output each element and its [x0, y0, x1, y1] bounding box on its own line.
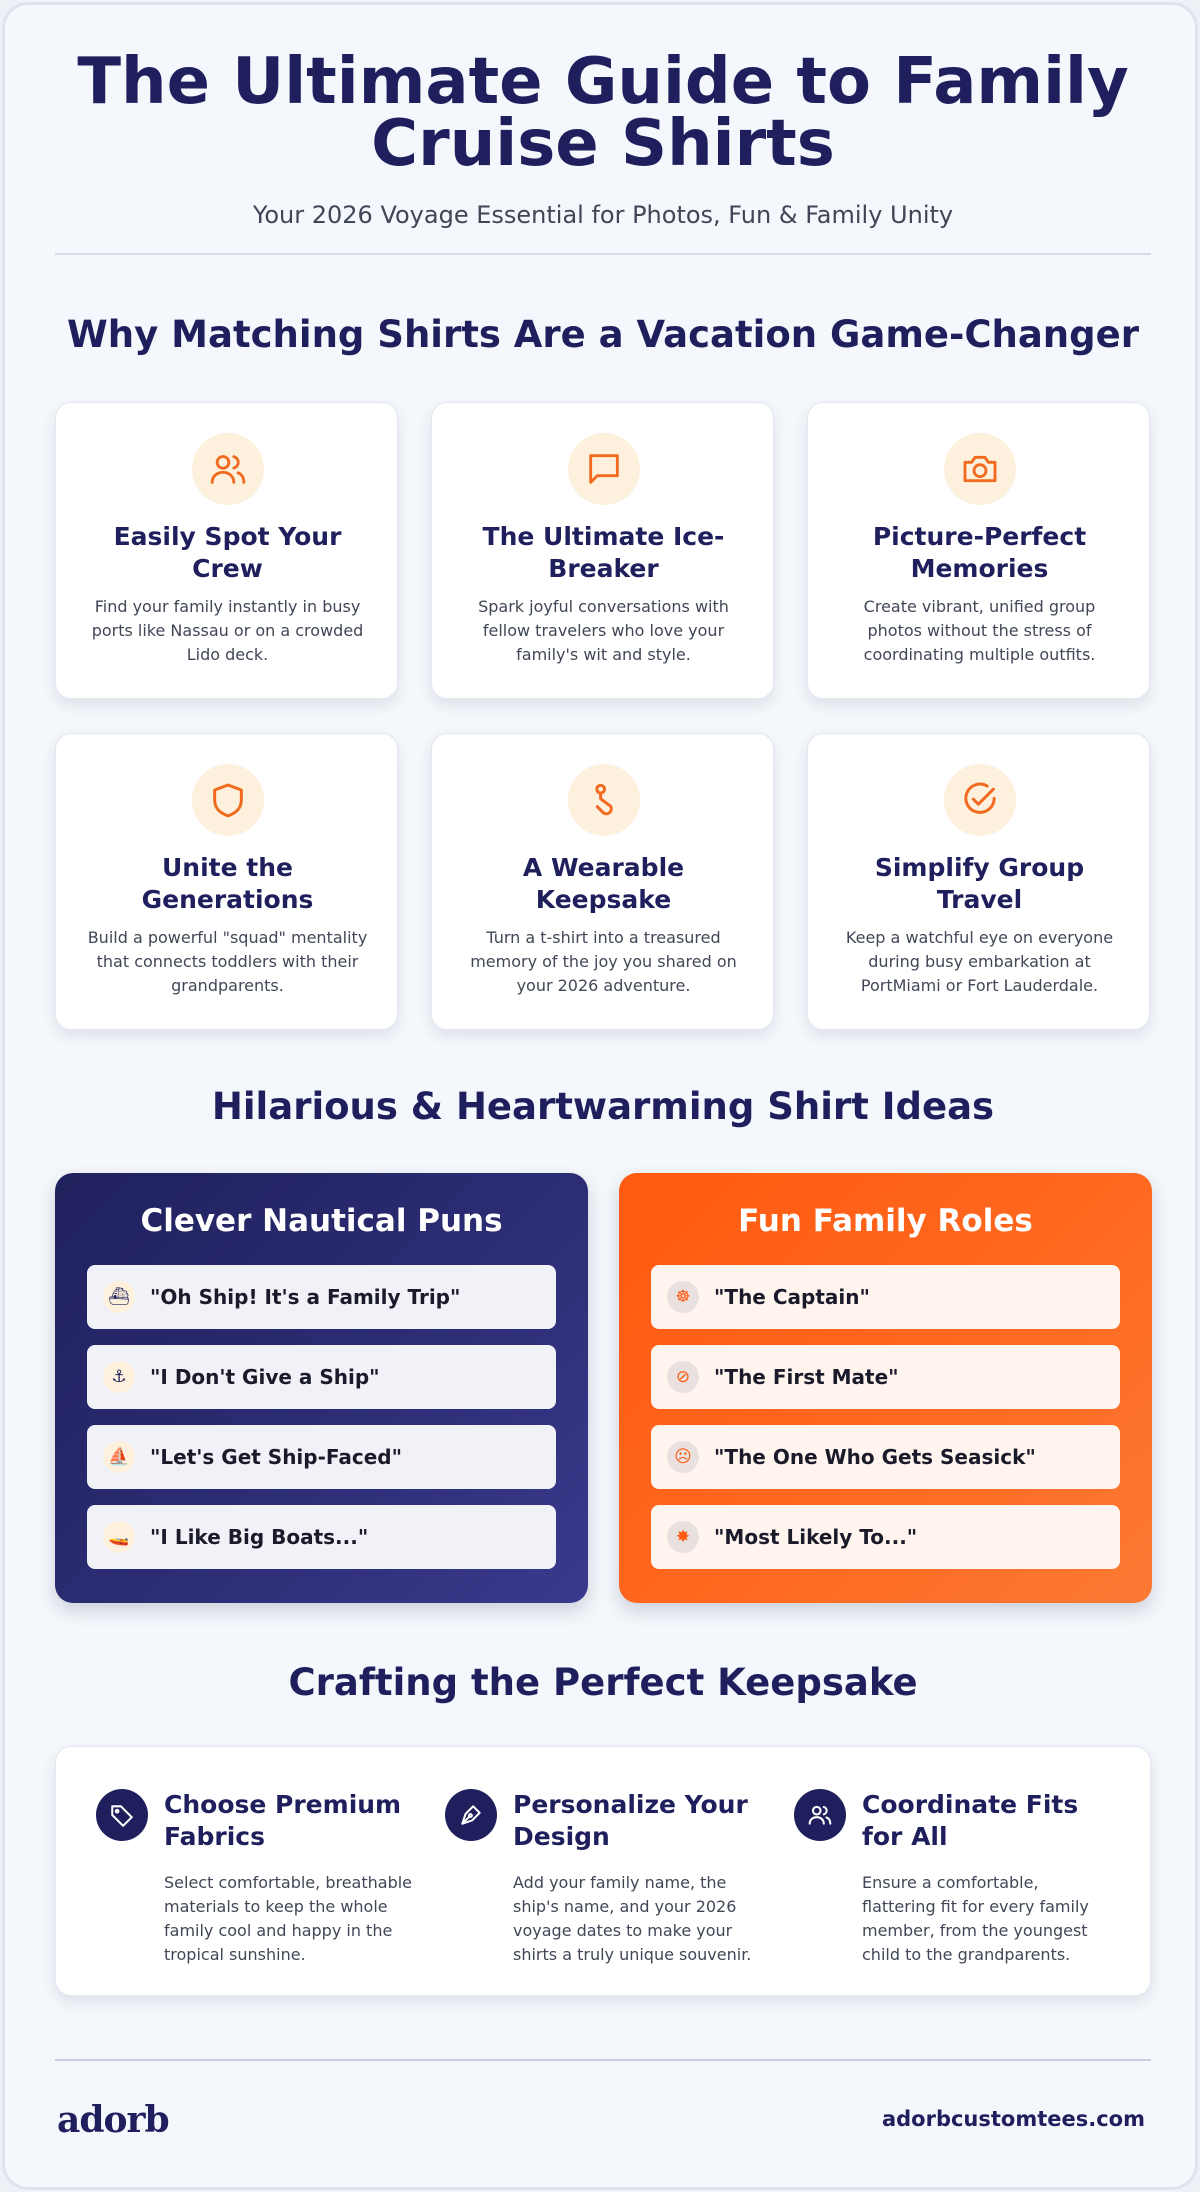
boat-icon: 🚤	[103, 1521, 135, 1553]
benefit-card	[431, 402, 774, 699]
benefit-title: Picture-Perfect Memories	[872, 522, 1087, 583]
footer-divider	[55, 2059, 1151, 2061]
pun-item	[87, 1265, 556, 1329]
puns-panel-title: Clever Nautical Puns	[140, 1203, 503, 1239]
tag-icon	[109, 1802, 135, 1828]
keepsake-text: Ensure a comfortable, flattering fit for every family member, from the youngest child to the grandparents.	[862, 1873, 1089, 1964]
section-title-keepsake: Crafting the Perfect Keepsake	[288, 1661, 918, 1704]
bookmark-icon	[584, 780, 624, 820]
keepsake-text: Select comfortable, breathable materials to keep the whole family cool and happy in the tropical sunshine.	[164, 1873, 413, 1964]
pun-item	[87, 1425, 556, 1489]
paperclip-icon: ⊘	[667, 1361, 699, 1393]
sailboat-icon: ⛵	[103, 1441, 135, 1473]
roles-panel-title: Fun Family Roles	[738, 1203, 1033, 1239]
benefit-title: A Wearable Keepsake	[522, 853, 685, 914]
infographic-page	[2, 2, 1198, 2190]
role-item	[651, 1505, 1120, 1569]
ship-wheel-icon: ☸	[667, 1281, 699, 1313]
section-title-why: Why Matching Shirts Are a Vacation Game-Changer	[67, 313, 1139, 356]
benefit-title: Simplify Group Travel	[874, 853, 1085, 914]
benefit-card	[807, 402, 1150, 699]
brand-logo: adorb	[57, 2099, 169, 2141]
benefit-title: Easily Spot Your Crew	[113, 522, 342, 583]
pun-text: "I Like Big Boats..."	[150, 1525, 369, 1549]
anchor-icon: ⚓	[103, 1361, 135, 1393]
roles-panel	[619, 1173, 1152, 1603]
benefit-text: Spark joyful conversations with fellow travelers who love your family's wit and style.	[478, 597, 729, 664]
keepsake-title: Choose Premium Fabrics	[164, 1790, 402, 1851]
role-item	[651, 1425, 1120, 1489]
role-text: "The First Mate"	[714, 1365, 899, 1389]
keepsake-title: Personalize Your Design	[513, 1790, 748, 1851]
hero	[5, 45, 1200, 229]
pun-text: "Let's Get Ship-Faced"	[150, 1445, 403, 1469]
camera-icon	[960, 449, 1000, 489]
shield-icon	[208, 780, 248, 820]
role-text: "Most Likely To..."	[714, 1525, 918, 1549]
divider	[55, 253, 1151, 255]
message-icon	[584, 449, 624, 489]
users-icon	[807, 1802, 833, 1828]
users-icon	[208, 449, 248, 489]
keepsake-text: Add your family name, the ship's name, and your 2026 voyage dates to make your shirts a truly unique souvenir.	[513, 1873, 752, 1964]
benefit-text: Find your family instantly in busy ports like Nassau or on a crowded Lido deck.	[91, 597, 364, 664]
keepsake-panel	[55, 1746, 1151, 1996]
page-title: The Ultimate Guide to Family Cruise Shirts	[77, 45, 1129, 181]
benefit-text: Create vibrant, unified group photos without the stress of coordinating multiple outfits.	[863, 597, 1096, 664]
benefit-card	[807, 733, 1150, 1030]
benefit-card	[431, 733, 774, 1030]
website-link[interactable]: adorbcustomtees.com	[881, 2107, 1145, 2131]
check-circle-icon	[960, 780, 1000, 820]
role-item	[651, 1265, 1120, 1329]
pun-text: "Oh Ship! It's a Family Trip"	[150, 1285, 461, 1309]
section-title-ideas: Hilarious & Heartwarming Shirt Ideas	[211, 1085, 995, 1128]
party-popper-icon: ✸	[667, 1521, 699, 1553]
role-text: "The Captain"	[714, 1285, 870, 1309]
sick-face-icon: ☹	[667, 1441, 699, 1473]
page-subtitle: Your 2026 Voyage Essential for Photos, Fun & Family Unity	[252, 201, 954, 229]
benefit-text: Keep a watchful eye on everyone during busy embarkation at PortMiami or Fort Lauderdale.	[845, 928, 1114, 995]
ship-icon: ⛴	[103, 1281, 135, 1313]
puns-panel	[55, 1173, 588, 1603]
keepsake-title: Coordinate Fits for All	[862, 1790, 1079, 1851]
benefit-title: Unite the Generations	[141, 853, 314, 914]
benefit-title: The Ultimate Ice-Breaker	[482, 522, 725, 583]
benefit-text: Build a powerful "squad" mentality that connects toddlers with their grandparents.	[87, 928, 368, 995]
benefit-text: Turn a t-shirt into a treasured memory of the joy you shared on your 2026 adventure.	[470, 928, 737, 995]
pun-text: "I Don't Give a Ship"	[150, 1365, 380, 1389]
pun-item	[87, 1345, 556, 1409]
role-item	[651, 1345, 1120, 1409]
pun-item	[87, 1505, 556, 1569]
pen-icon	[458, 1802, 484, 1828]
role-text: "The One Who Gets Seasick"	[714, 1445, 1036, 1469]
benefit-card	[55, 402, 398, 699]
benefit-card	[55, 733, 398, 1030]
